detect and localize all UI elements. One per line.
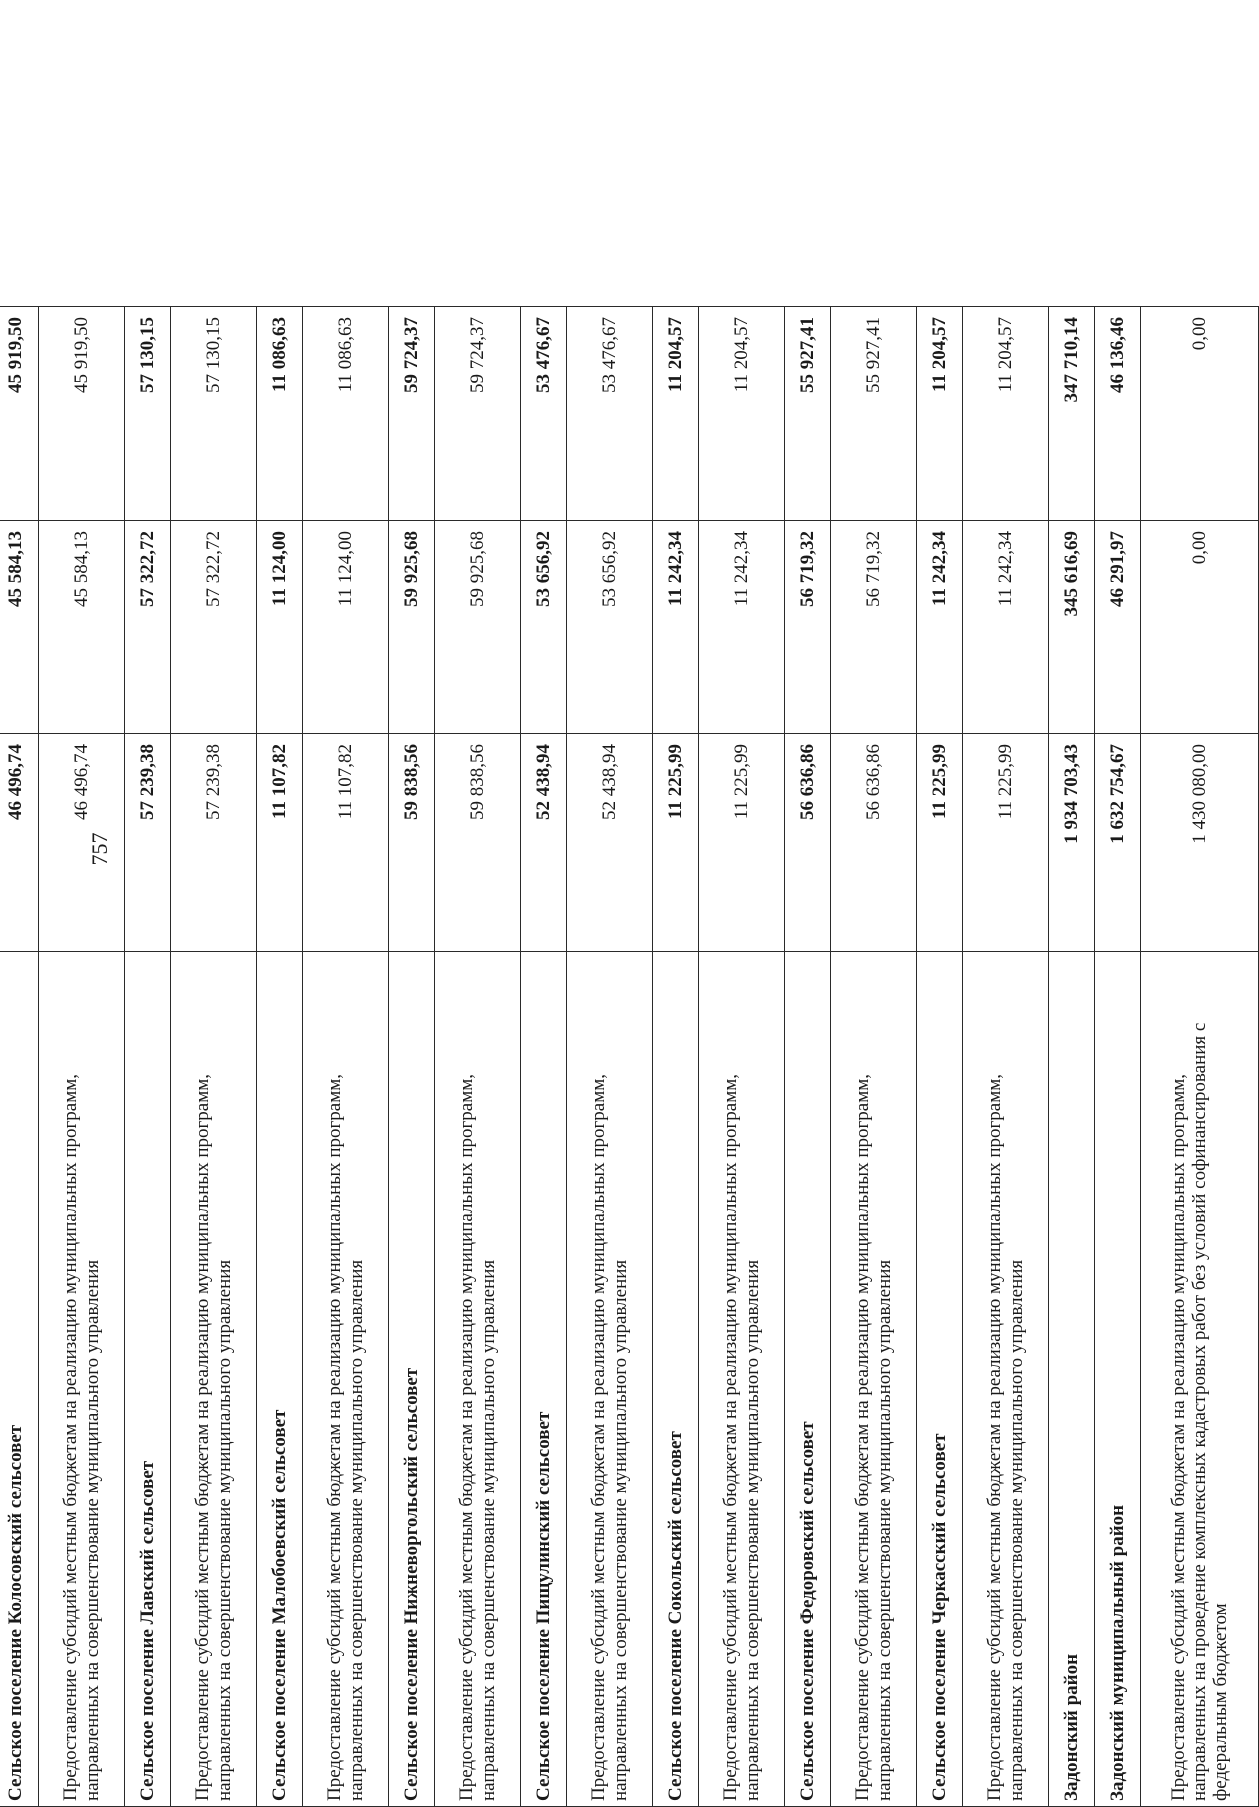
row-value-3: 45 919,50 xyxy=(39,307,125,521)
row-value-2: 56 719,32 xyxy=(831,521,917,734)
row-value-1: 56 636,86 xyxy=(831,734,917,952)
row-value-2: 57 322,72 xyxy=(125,521,171,734)
row-value-1: 11 225,99 xyxy=(653,734,699,952)
row-value-3: 53 476,67 xyxy=(567,307,653,521)
row-name: Задонский муниципальный район xyxy=(1095,952,1141,1807)
row-value-3: 59 724,37 xyxy=(389,307,435,521)
row-value-1: 46 496,74 xyxy=(0,734,39,952)
row-value-1: 52 438,94 xyxy=(567,734,653,952)
row-value-2: 53 656,92 xyxy=(521,521,567,734)
row-value-2: 11 242,34 xyxy=(963,521,1049,734)
row-value-1: 11 225,99 xyxy=(699,734,785,952)
row-value-3: 347 710,14 xyxy=(1049,307,1095,521)
table-row-municipal-district xyxy=(1095,307,1141,1807)
row-name: Сельское поселение Нижневоргольский сельсовет xyxy=(389,952,435,1807)
row-value-1: 11 107,82 xyxy=(257,734,303,952)
row-value-2: 0,00 xyxy=(1141,521,1259,734)
row-value-2: 56 719,32 xyxy=(785,521,831,734)
table-row-settlement xyxy=(785,307,831,1807)
row-value-3: 0,00 xyxy=(1141,307,1259,521)
row-value-3: 11 086,63 xyxy=(303,307,389,521)
row-name: Предоставление субсидий местным бюджетам на реализацию муниципальных программ, направленных на совершенствование муниципального управления xyxy=(39,952,125,1807)
row-value-3: 11 204,57 xyxy=(963,307,1049,521)
row-name: Сельское поселение Федоровский сельсовет xyxy=(785,952,831,1807)
row-value-3: 11 204,57 xyxy=(917,307,963,521)
row-value-2: 11 242,34 xyxy=(699,521,785,734)
row-name: Предоставление субсидий местным бюджетам на реализацию муниципальных программ, направленных на совершенствование муниципального управления xyxy=(171,952,257,1807)
table-row-subsidy xyxy=(699,307,785,1807)
table-row-subsidy xyxy=(567,307,653,1807)
table-row-settlement xyxy=(521,307,567,1807)
row-value-3: 57 130,15 xyxy=(171,307,257,521)
table-row-subsidy xyxy=(435,307,521,1807)
row-value-1: 57 239,38 xyxy=(125,734,171,952)
row-value-2: 345 616,69 xyxy=(1049,521,1095,734)
row-value-2: 59 925,68 xyxy=(389,521,435,734)
table-row-settlement xyxy=(389,307,435,1807)
row-value-1: 1 632 754,67 xyxy=(1095,734,1141,952)
table-row-settlement xyxy=(0,307,39,1807)
row-value-2: 11 124,00 xyxy=(303,521,389,734)
table-row-settlement xyxy=(653,307,699,1807)
row-value-1: 11 225,99 xyxy=(963,734,1049,952)
table-row-subsidy xyxy=(831,307,917,1807)
row-value-1: 59 838,56 xyxy=(389,734,435,952)
row-value-3: 55 927,41 xyxy=(831,307,917,521)
page-number: 757 xyxy=(87,832,112,866)
row-value-2: 57 322,72 xyxy=(171,521,257,734)
row-name: Задонский район xyxy=(1049,952,1095,1807)
table-row-settlement xyxy=(125,307,171,1807)
row-value-1: 1 430 080,00 xyxy=(1141,734,1259,952)
row-value-1: 56 636,86 xyxy=(785,734,831,952)
table-row-subsidy xyxy=(303,307,389,1807)
table-row-settlement xyxy=(257,307,303,1807)
row-value-3: 53 476,67 xyxy=(521,307,567,521)
table-row-subsidy xyxy=(1141,307,1259,1807)
row-name: Предоставление субсидий местным бюджетам на реализацию муниципальных программ, направленных на совершенствование муниципального управления xyxy=(699,952,785,1807)
row-name: Предоставление субсидий местным бюджетам на реализацию муниципальных программ, направленных на совершенствование муниципального управления xyxy=(567,952,653,1807)
row-value-1: 46 496,74 xyxy=(39,734,125,952)
row-name: Сельское поселение Черкасский сельсовет xyxy=(917,952,963,1807)
row-name: Сельское поселение Колосовский сельсовет xyxy=(0,952,39,1807)
table-row-district xyxy=(1049,307,1095,1807)
row-value-2: 45 584,13 xyxy=(39,521,125,734)
row-value-1: 1 934 703,43 xyxy=(1049,734,1095,952)
row-value-2: 11 242,34 xyxy=(653,521,699,734)
row-value-2: 59 925,68 xyxy=(435,521,521,734)
row-value-3: 55 927,41 xyxy=(785,307,831,521)
row-name: Предоставление субсидий местным бюджетам на реализацию муниципальных программ, направленных на проведение комплексных кадастровых работ без условий софинансирования с федеральным бюджетом xyxy=(1141,952,1259,1807)
row-value-1: 57 239,38 xyxy=(171,734,257,952)
row-value-3: 11 086,63 xyxy=(257,307,303,521)
row-value-3: 11 204,57 xyxy=(699,307,785,521)
row-value-2: 11 124,00 xyxy=(257,521,303,734)
row-name: Предоставление субсидий местным бюджетам на реализацию муниципальных программ, направленных на совершенствование муниципального управления xyxy=(963,952,1049,1807)
budget-table xyxy=(0,306,1259,1807)
table-row-subsidy xyxy=(39,307,125,1807)
row-value-2: 11 242,34 xyxy=(917,521,963,734)
row-value-3: 57 130,15 xyxy=(125,307,171,521)
row-value-2: 53 656,92 xyxy=(567,521,653,734)
row-value-1: 59 838,56 xyxy=(435,734,521,952)
table-row-settlement xyxy=(917,307,963,1807)
row-value-3: 45 919,50 xyxy=(0,307,39,521)
row-value-1: 11 107,82 xyxy=(303,734,389,952)
table-row-subsidy xyxy=(963,307,1049,1807)
row-value-1: 11 225,99 xyxy=(917,734,963,952)
row-value-3: 11 204,57 xyxy=(653,307,699,521)
row-name: Сельское поселение Лавский сельсовет xyxy=(125,952,171,1807)
table-row-subsidy xyxy=(171,307,257,1807)
row-value-2: 45 584,13 xyxy=(0,521,39,734)
row-value-3: 46 136,46 xyxy=(1095,307,1141,521)
row-name: Предоставление субсидий местным бюджетам на реализацию муниципальных программ, направленных на совершенствование муниципального управления xyxy=(831,952,917,1807)
row-value-1: 52 438,94 xyxy=(521,734,567,952)
row-value-2: 46 291,97 xyxy=(1095,521,1141,734)
row-name: Предоставление субсидий местным бюджетам на реализацию муниципальных программ, направленных на совершенствование муниципального управления xyxy=(435,952,521,1807)
row-name: Сельское поселение Пищулинский сельсовет xyxy=(521,952,567,1807)
row-name: Предоставление субсидий местным бюджетам на реализацию муниципальных программ, направленных на совершенствование муниципального управления xyxy=(303,952,389,1807)
row-name: Сельское поселение Сокольский сельсовет xyxy=(653,952,699,1807)
row-value-3: 59 724,37 xyxy=(435,307,521,521)
row-name: Сельское поселение Малобоевский сельсовет xyxy=(257,952,303,1807)
